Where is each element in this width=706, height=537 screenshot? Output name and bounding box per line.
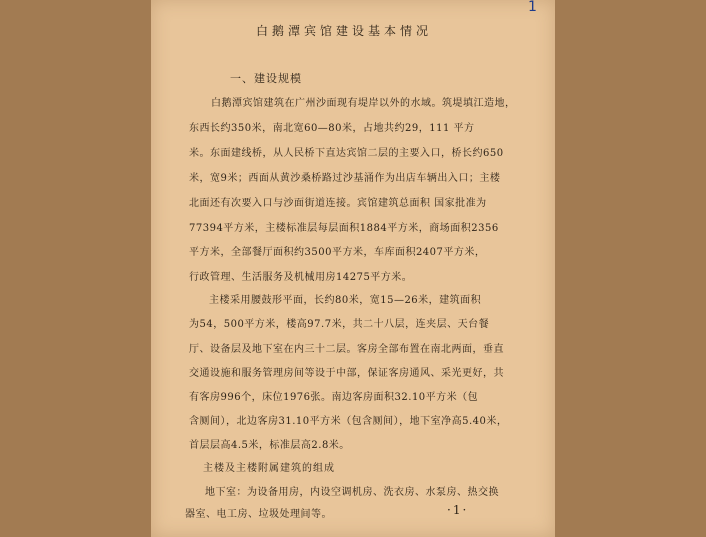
document-title: 白鹅潭宾馆建设基本情况: [256, 24, 433, 38]
paragraph-line: 厅、设备层及地下室在内三十二层。客房全部布置在南北两面，垂直: [189, 344, 504, 355]
paragraph-line: 77394平方米，主楼标准层每层面积1884平方米，商场面积2356: [189, 223, 499, 234]
paragraph-line: 有客房996个，床位1976张。南边客房面积32.10平方米（包: [189, 392, 479, 403]
paragraph-line: 含厕间），北边客房31.10平方米（包含厕间），地下室净高5.40米，: [189, 416, 508, 427]
paragraph-line: 器室、电工房、垃圾处理间等。: [185, 509, 332, 520]
page-number: ·1·: [447, 503, 469, 517]
paragraph-line: 米。东面建线桥，从人民桥下直达宾馆二层的主要入口，桥长约650: [189, 148, 504, 159]
section-heading-main-building: 主楼及主楼附属建筑的组成: [203, 463, 335, 474]
paragraph-line: 北面还有次要入口与沙面街道连接。宾馆建筑总面积 国家批准为: [189, 198, 487, 209]
paragraph-line: 地下室：为设备用房，内设空调机房、洗衣房、水泵房、热交换: [205, 487, 499, 498]
document-page: [151, 0, 555, 537]
paragraph-line: 平方米，全部餐厅面积约3500平方米，车库面积2407平方米，: [189, 247, 486, 258]
paragraph-line: 米，宽9米；西面从黄沙桑桥路过沙基涌作为出店车辆出入口；主楼: [189, 173, 501, 184]
paragraph-line: 东西长约350米，南北宽60—80米，占地共约29，111 平方: [189, 123, 475, 134]
paragraph-line: 为54，500平方米，楼高97.7米，共二十八层，连夹层、天台餐: [189, 319, 490, 330]
section-heading-construction-scale: 一、建设规模: [230, 72, 302, 85]
paragraph-line: 主楼采用腰鼓形平面，长约80米，宽15—26米，建筑面积: [209, 295, 482, 306]
paragraph-line: 白鹅潭宾馆建筑在广州沙面现有堤岸以外的水域。筑堤填江造地，: [211, 98, 516, 109]
page-corner-marker: 1: [528, 0, 537, 15]
paragraph-line: 首层层高4.5米，标准层高2.8米。: [189, 440, 350, 451]
paragraph-line: 行政管理、生活服务及机械用房14275平方米。: [189, 272, 413, 283]
paragraph-line: 交通设施和服务管理房间等设于中部，保证客房通风、采光更好，共: [189, 368, 504, 379]
